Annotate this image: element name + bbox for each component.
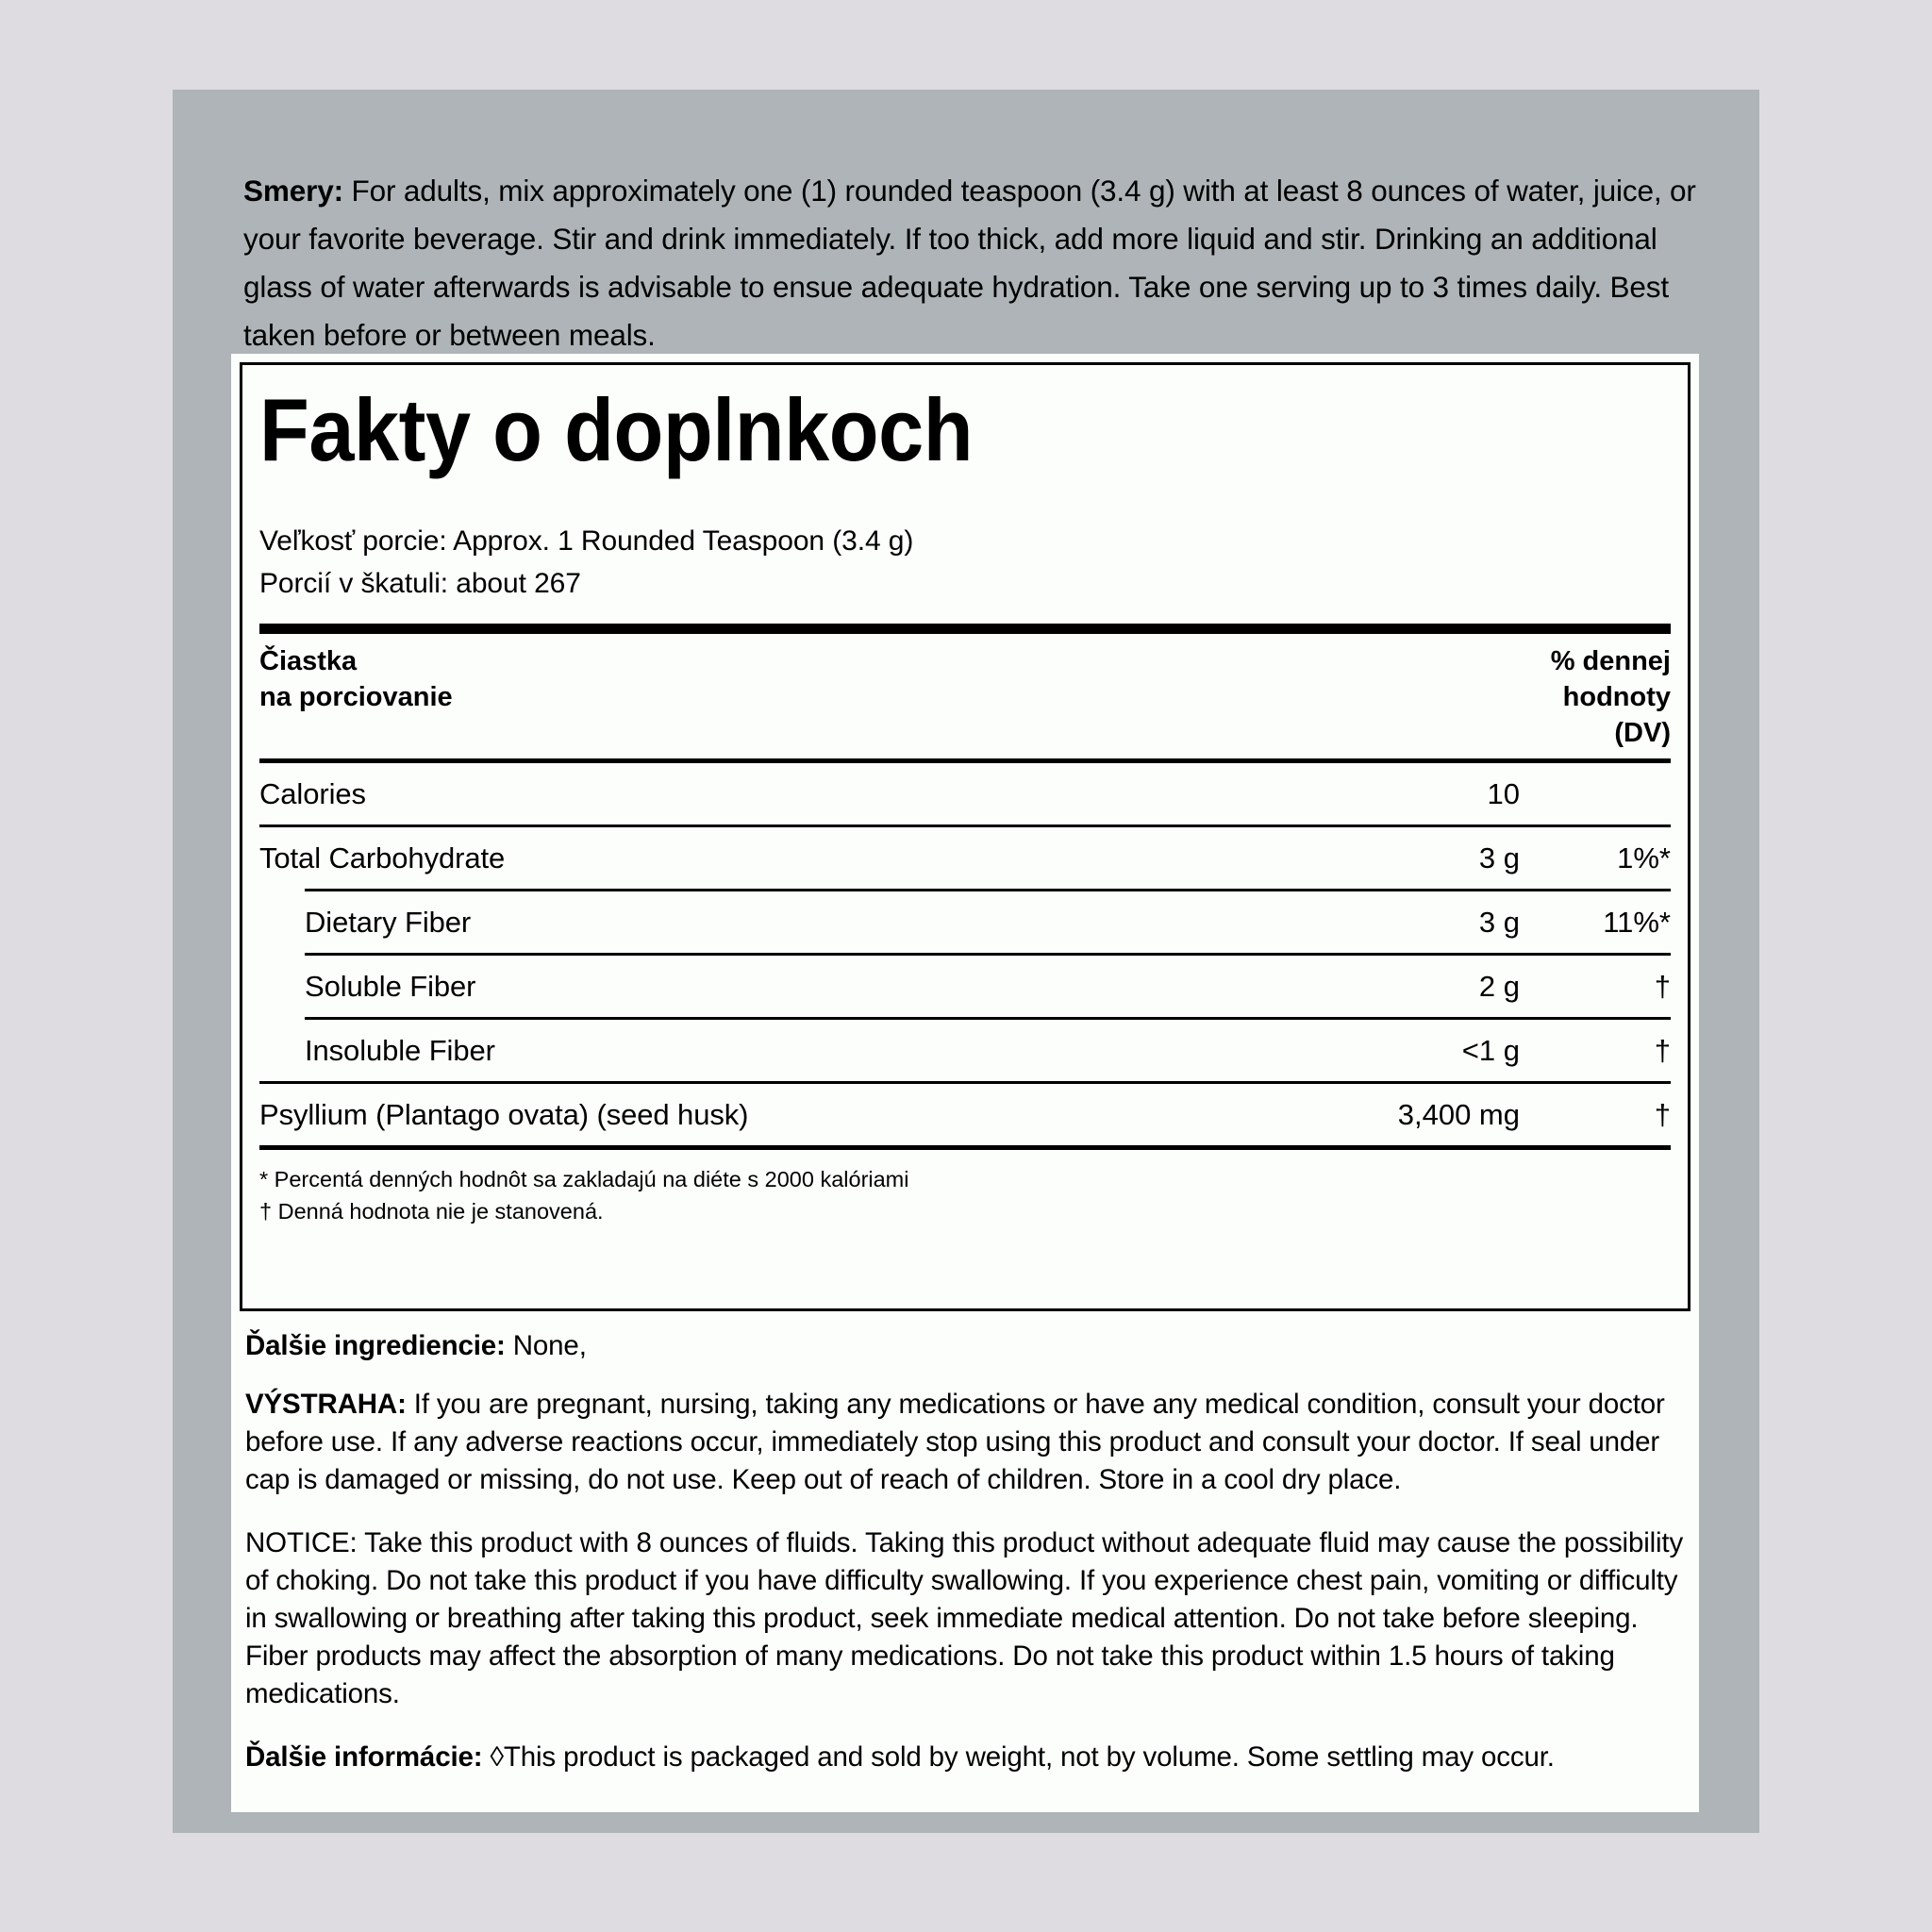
dv-header-line-2: hodnoty: [1562, 682, 1671, 712]
nutrient-name: Total Carbohydrate: [259, 841, 506, 874]
nutrient-name: Calories: [259, 777, 366, 810]
table-row: [259, 763, 1671, 824]
daily-value-header-label: [1551, 643, 1671, 751]
table-row: [259, 956, 1671, 1017]
amount-header-line-1: Čiastka: [259, 646, 358, 676]
table-row: [259, 827, 1671, 889]
footnote-dagger: † Denná hodnota nie je stanovená.: [259, 1199, 604, 1224]
servings-per-container-line: Porcií v škatuli: about 267: [259, 568, 581, 599]
serving-size-line: Veľkosť porcie: Approx. 1 Rounded Teaspoon (3.4 g): [259, 525, 914, 557]
nutrient-daily-value: †: [1654, 1098, 1671, 1131]
nutrient-name: Soluble Fiber: [305, 970, 476, 1003]
dv-header-line-3: (DV): [1614, 718, 1671, 748]
rule-thick-top: [259, 624, 1671, 634]
other-information-label: Ďalšie informácie:: [245, 1741, 483, 1773]
supplement-facts-title: Fakty o doplnkoch: [259, 380, 974, 479]
warning-label: VÝSTRAHA:: [245, 1389, 407, 1420]
notice-paragraph: NOTICE: Take this product with 8 ounces of fluids. Taking this product without adequate fluid may cause the possibility of choking. Do not take this product if you have difficulty swallowing. If you experience chest pain, vomiting or difficulty in swallowing or breathing after taking this product, seek immediate medical attention. Do not take before sleeping. Fiber products may affect the absorption of many medications. Do not take this product within 1.5 hours of taking medications.: [245, 1527, 1684, 1709]
table-row: [259, 1084, 1671, 1145]
footnotes-block: [259, 1150, 1671, 1227]
nutrient-amount: 2 g: [1478, 970, 1520, 1003]
table-row: [259, 891, 1671, 953]
nutrient-name: Insoluble Fiber: [305, 1034, 495, 1067]
nutrient-amount: 3 g: [1478, 906, 1520, 939]
amount-per-serving-header: [259, 634, 1671, 758]
amount-header-line-2: na porciovanie: [259, 682, 453, 712]
supplement-label-panel: [173, 90, 1759, 1833]
warning-paragraph: [245, 1386, 1685, 1499]
nutrient-amount: 3,400 mg: [1397, 1098, 1520, 1131]
nutrient-name: Dietary Fiber: [305, 906, 472, 939]
serving-info-block: [259, 520, 1671, 605]
dv-header-line-1: % dennej: [1550, 646, 1671, 676]
nutrient-daily-value: †: [1654, 970, 1671, 1003]
nutrient-amount: <1 g: [1461, 1034, 1520, 1067]
table-row: [259, 1020, 1671, 1081]
nutrient-daily-value: 1%*: [1617, 841, 1671, 874]
nutrient-name: Psyllium (Plantago ovata) (seed husk): [259, 1098, 749, 1131]
other-ingredients-label: Ďalšie ingrediencie:: [245, 1330, 506, 1361]
directions-paragraph: [243, 167, 1707, 359]
label-content-sheet: [231, 354, 1699, 1812]
nutrient-amount: 10: [1487, 777, 1520, 810]
nutrient-daily-value: 11%*: [1603, 906, 1671, 939]
supplement-facts-box: [240, 362, 1690, 1311]
nutrient-daily-value: †: [1654, 1034, 1671, 1067]
directions-text: For adults, mix approximately one (1) rounded teaspoon (3.4 g) with at least 8 ounces of water, juice, or your favorite beverage. Stir and drink immediately. If too thick, add more liquid and stir. Drinking an additional glass of water afterwards is advisable to ensue adequate hydration. Take one serving up to 3 times daily. Best taken before or between meals.: [243, 173, 1696, 352]
other-information-paragraph: [245, 1739, 1685, 1776]
label-notes-section: [240, 1327, 1690, 1802]
directions-label: Smery:: [243, 173, 343, 208]
other-ingredients-text: None,: [505, 1330, 587, 1361]
footnote-percent-daily-value: * Percentá denných hodnôt sa zakladajú na diéte s 2000 kalóriami: [259, 1167, 909, 1191]
other-ingredients-paragraph: [245, 1327, 1685, 1365]
amount-per-serving-label: [259, 643, 453, 715]
other-information-text: ◊This product is packaged and sold by weight, not by volume. Some settling may occur.: [482, 1741, 1555, 1773]
warning-text: If you are pregnant, nursing, taking any medications or have any medical condition, consult your doctor before use. If any adverse reactions occur, immediately stop using this product and consult your doctor. If seal under cap is damaged or missing, do not use. Keep out of reach of children. Store in a cool dry place.: [245, 1389, 1665, 1495]
nutrient-amount: 3 g: [1478, 841, 1520, 874]
